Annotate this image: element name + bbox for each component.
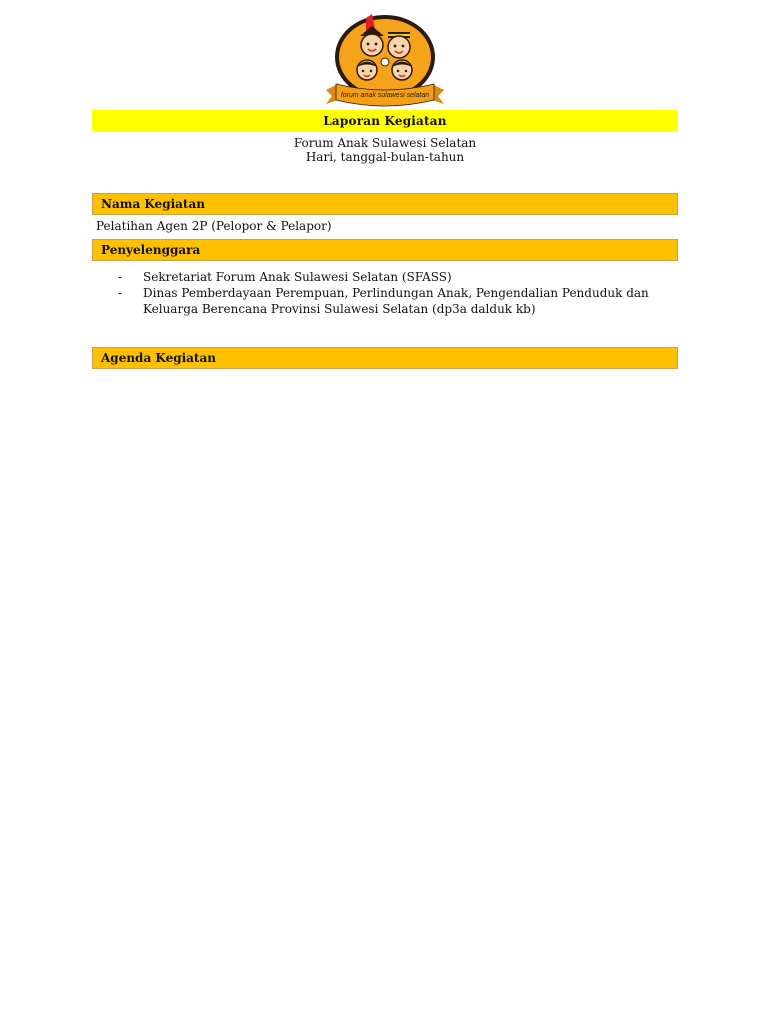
organization-name: Forum Anak Sulawesi Selatan [293,136,477,150]
section-penyelenggara: Penyelenggara [92,239,678,261]
report-date: Hari, tanggal-bulan-tahun [305,150,465,164]
list-item-text: Sekretariat Forum Anak Sulawesi Selatan (SFASS) [143,270,452,284]
penyelenggara-list [118,269,663,317]
nama-kegiatan-value: Pelatihan Agen 2P (Pelopor & Pelapor) [96,219,332,233]
forum-anak-logo-icon [322,12,448,112]
list-item [118,269,663,285]
list-bullet: - [118,270,123,284]
report-subtitle [92,136,678,164]
svg-text:forum anak sulawesi selatan: forum anak sulawesi selatan [340,92,430,99]
list-item [118,285,663,317]
report-title: Laporan Kegiatan [92,110,678,132]
list-bullet: - [118,286,123,300]
list-item-text: Dinas Pemberdayaan Perempuan, Perlindungan Anak, Pengendalian Penduduk dan Keluarga Berencana Provinsi Sulawesi Selatan (dp3a dalduk kb) [143,286,649,316]
section-nama-kegiatan: Nama Kegiatan [92,193,678,215]
section-agenda-kegiatan: Agenda Kegiatan [92,347,678,369]
